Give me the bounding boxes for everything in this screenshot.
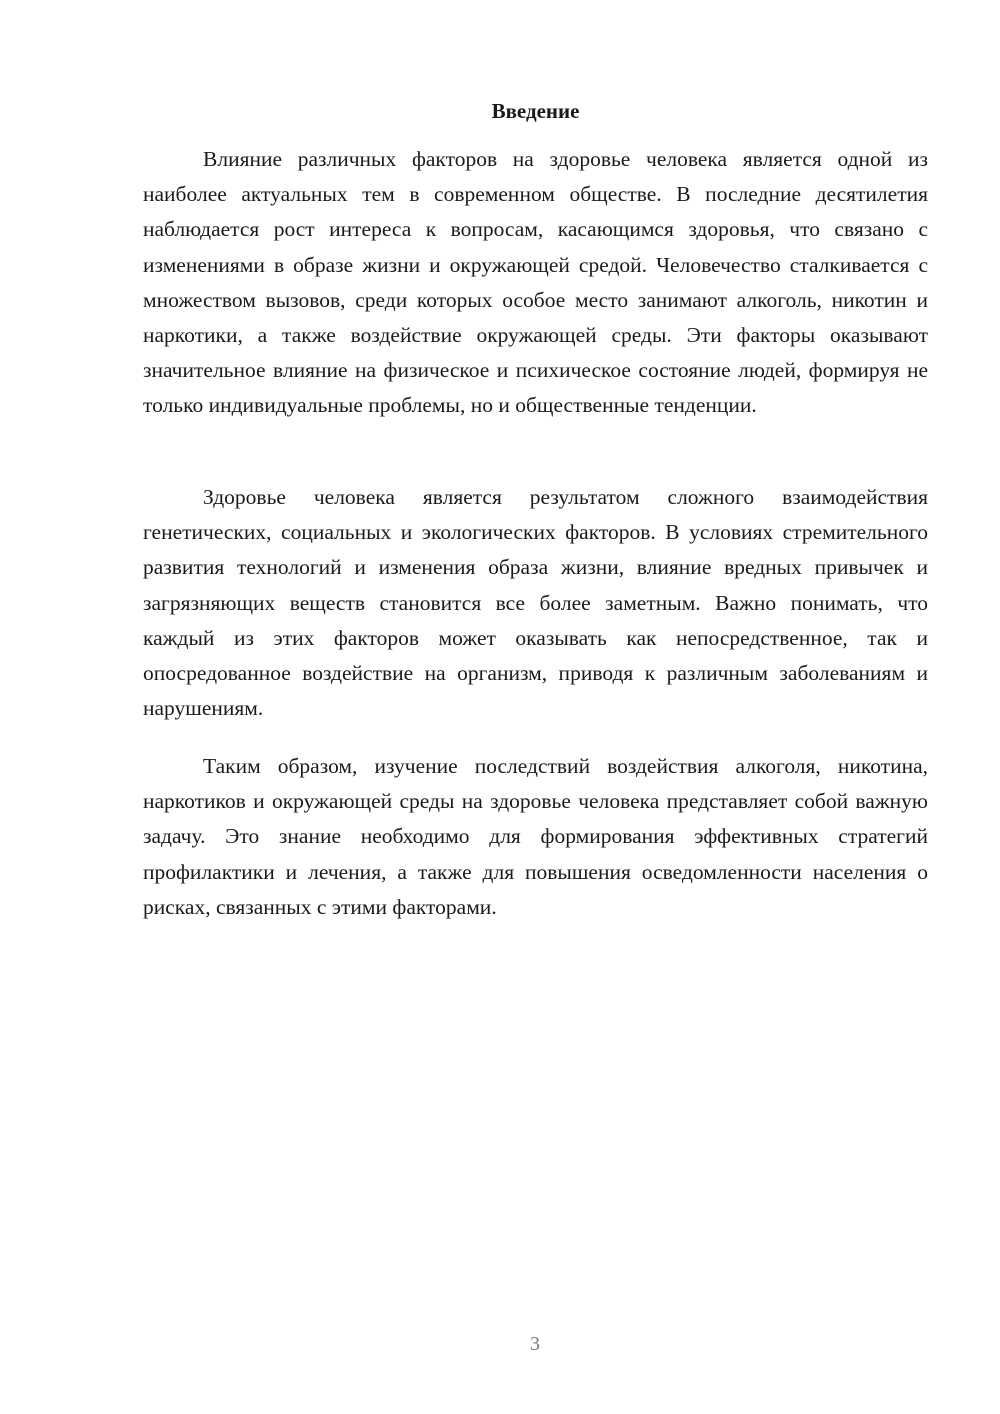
paragraph: Здоровье человека является результатом сложного взаимодействия генетических, социальных и экологических факторов. В условиях стремительного развития технологий и изменения образа жизни, влияние вредных привычек и загрязняющих веществ становится все более заметным. Важно понимать, что каждый из этих факторов может оказывать как непосредственное, так и опосредованное воздействие на организм, приводя к различным заболеваниям и нарушениям. [143,485,928,721]
page-title: Введение [491,99,580,123]
paragraph: Влияние различных факторов на здоровье человека является одной из наиболее актуальных тем в современном обществе. В последние десятилетия наблюдается рост интереса к вопросам, касающимся здоровья, что связано с изменениями в образе жизни и окружающей средой. Человечество сталкивается с множеством вызовов, среди которых особое место занимают алкоголь, никотин и наркотики, а также воздействие окружающей среды. Эти факторы оказывают значительное влияние на физическое и психическое состояние людей, формируя не только индивидуальные проблемы, но и общественные тенденции. [143,147,928,418]
paragraph: Таким образом, изучение последствий воздействия алкоголя, никотина, наркотиков и окружающей среды на здоровье человека представляет собой важную задачу. Это знание необходимо для формирования эффективных стратегий профилактики и лечения, а также для повышения осведомленности населения о рисках, связанных с этими факторами. [143,754,928,919]
page-number: 3 [530,1333,540,1355]
